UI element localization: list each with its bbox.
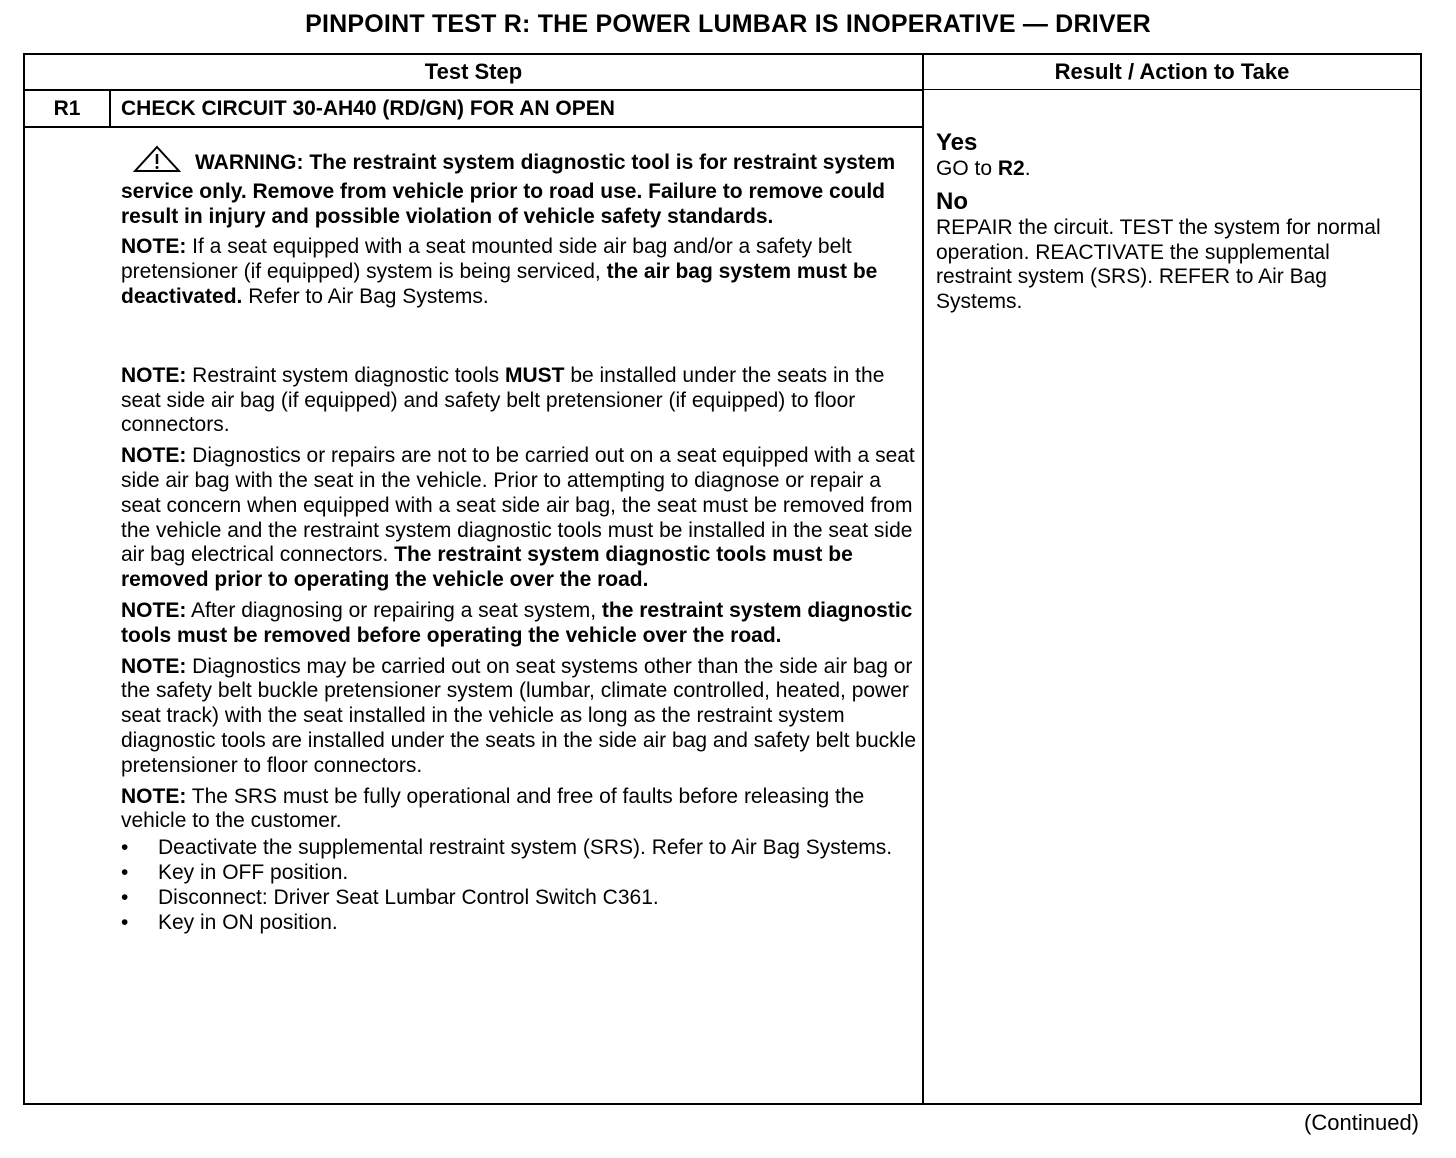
note-label: NOTE: — [121, 363, 187, 387]
yes-label: Yes — [936, 129, 978, 156]
result-action-column — [936, 129, 1406, 321]
test-step-body — [121, 145, 921, 935]
list-item: • Key in ON position. — [121, 911, 921, 936]
yes-action — [936, 157, 1406, 182]
warning-triangle-icon — [133, 145, 181, 180]
note-label: NOTE: — [121, 598, 187, 622]
note-bold-text: MUST — [504, 363, 565, 387]
pinpoint-test-table — [23, 53, 1422, 1105]
note-label: NOTE: — [121, 235, 187, 259]
continued-label: (Continued) — [1304, 1110, 1419, 1135]
page-title: PINPOINT TEST R: THE POWER LUMBAR IS INOPERATIVE — DRIVER — [305, 10, 1151, 38]
note-bold-text: the air bag system must be deactivated. — [121, 260, 878, 308]
note-other-systems — [121, 655, 921, 779]
list-item: • Deactivate the supplemental restraint system (SRS). Refer to Air Bag Systems. — [121, 836, 921, 861]
step-id-divider — [109, 91, 111, 127]
note-text: Diagnostics or repairs are not to be carried out on a seat equipped with a seat side air bag with the seat in the vehicle. Prior to attempting to diagnose or repair a seat concern when equipped with a seat side air bag, the seat must be removed from the vehicle and the restraint system diagnostic tools must be installed in the seat side air bag electrical connectors. — [121, 444, 915, 567]
list-item: • Key in OFF position. — [121, 861, 921, 886]
note-srs-operational — [121, 785, 921, 835]
column-divider — [922, 55, 924, 1103]
note-label: NOTE: — [121, 444, 187, 468]
note-text: Diagnostics may be carried out on seat systems other than the side air bag or the safety belt buckle pretensioner system (lumbar, climate controlled, heated, power seat track) with the seat installed in the vehicle as long as the restraint system diagnostic tools are installed under the seats in the side air bag and safety belt buckle pretensioner to floor connectors. — [121, 654, 916, 777]
procedure-bullets — [121, 836, 921, 935]
list-item: • Disconnect: Driver Seat Lumbar Control Switch C361. — [121, 886, 921, 911]
no-label: No — [936, 187, 968, 215]
yes-action-text: GO to — [936, 157, 993, 180]
note-bold-text: The restraint system diagnostic tools must be removed prior to operating the vehicle over the road. — [121, 543, 853, 592]
note-after-repair — [121, 599, 921, 649]
step-id: R1 — [53, 97, 81, 120]
step-title: CHECK CIRCUIT 30-AH40 (RD/GN) FOR AN OPEN — [121, 97, 615, 120]
note-tools-installed — [121, 364, 921, 438]
header-result: Result / Action to Take — [1054, 59, 1290, 84]
no-action: REPAIR the circuit. TEST the system for normal operation. REACTIVATE the supplemental restraint system (SRS). REFER to Air Bag Systems. — [936, 215, 1381, 314]
warning-paragraph — [121, 145, 921, 229]
yes-action-period: . — [1024, 157, 1031, 180]
header-test-step: Test Step — [424, 59, 523, 84]
warning-text: WARNING: The restraint system diagnostic tool is for restraint system service only. Remove from vehicle prior to road use. Failure to remove could result in injury and possible violation of vehicle safety standards. — [121, 151, 896, 228]
header-rule-right — [924, 89, 1420, 90]
note-text-after: Refer to Air Bag Systems. — [248, 284, 489, 308]
note-text: If a seat equipped with a seat mounted side air bag and/or a safety belt pretensioner (if equipped) system is being serviced, — [121, 235, 852, 284]
note-label: NOTE: — [121, 784, 187, 808]
note-deactivate — [121, 235, 921, 309]
note-bold-text: the restraint system diagnostic tools must be removed before operating the vehicle over the road. — [121, 598, 913, 647]
yes-target-step: R2 — [997, 157, 1025, 180]
note-text: Restraint system diagnostic tools — [192, 363, 500, 387]
note-label: NOTE: — [121, 654, 187, 678]
note-seat-removal — [121, 444, 921, 593]
note-text-after: be installed under the seats in the seat side air bag (if equipped) and safety belt pretensioner (if equipped) to floor connectors. — [121, 363, 885, 437]
note-text: The SRS must be fully operational and free of faults before releasing the vehicle to the customer. — [121, 784, 865, 833]
note-text: After diagnosing or repairing a seat system, — [191, 598, 597, 622]
